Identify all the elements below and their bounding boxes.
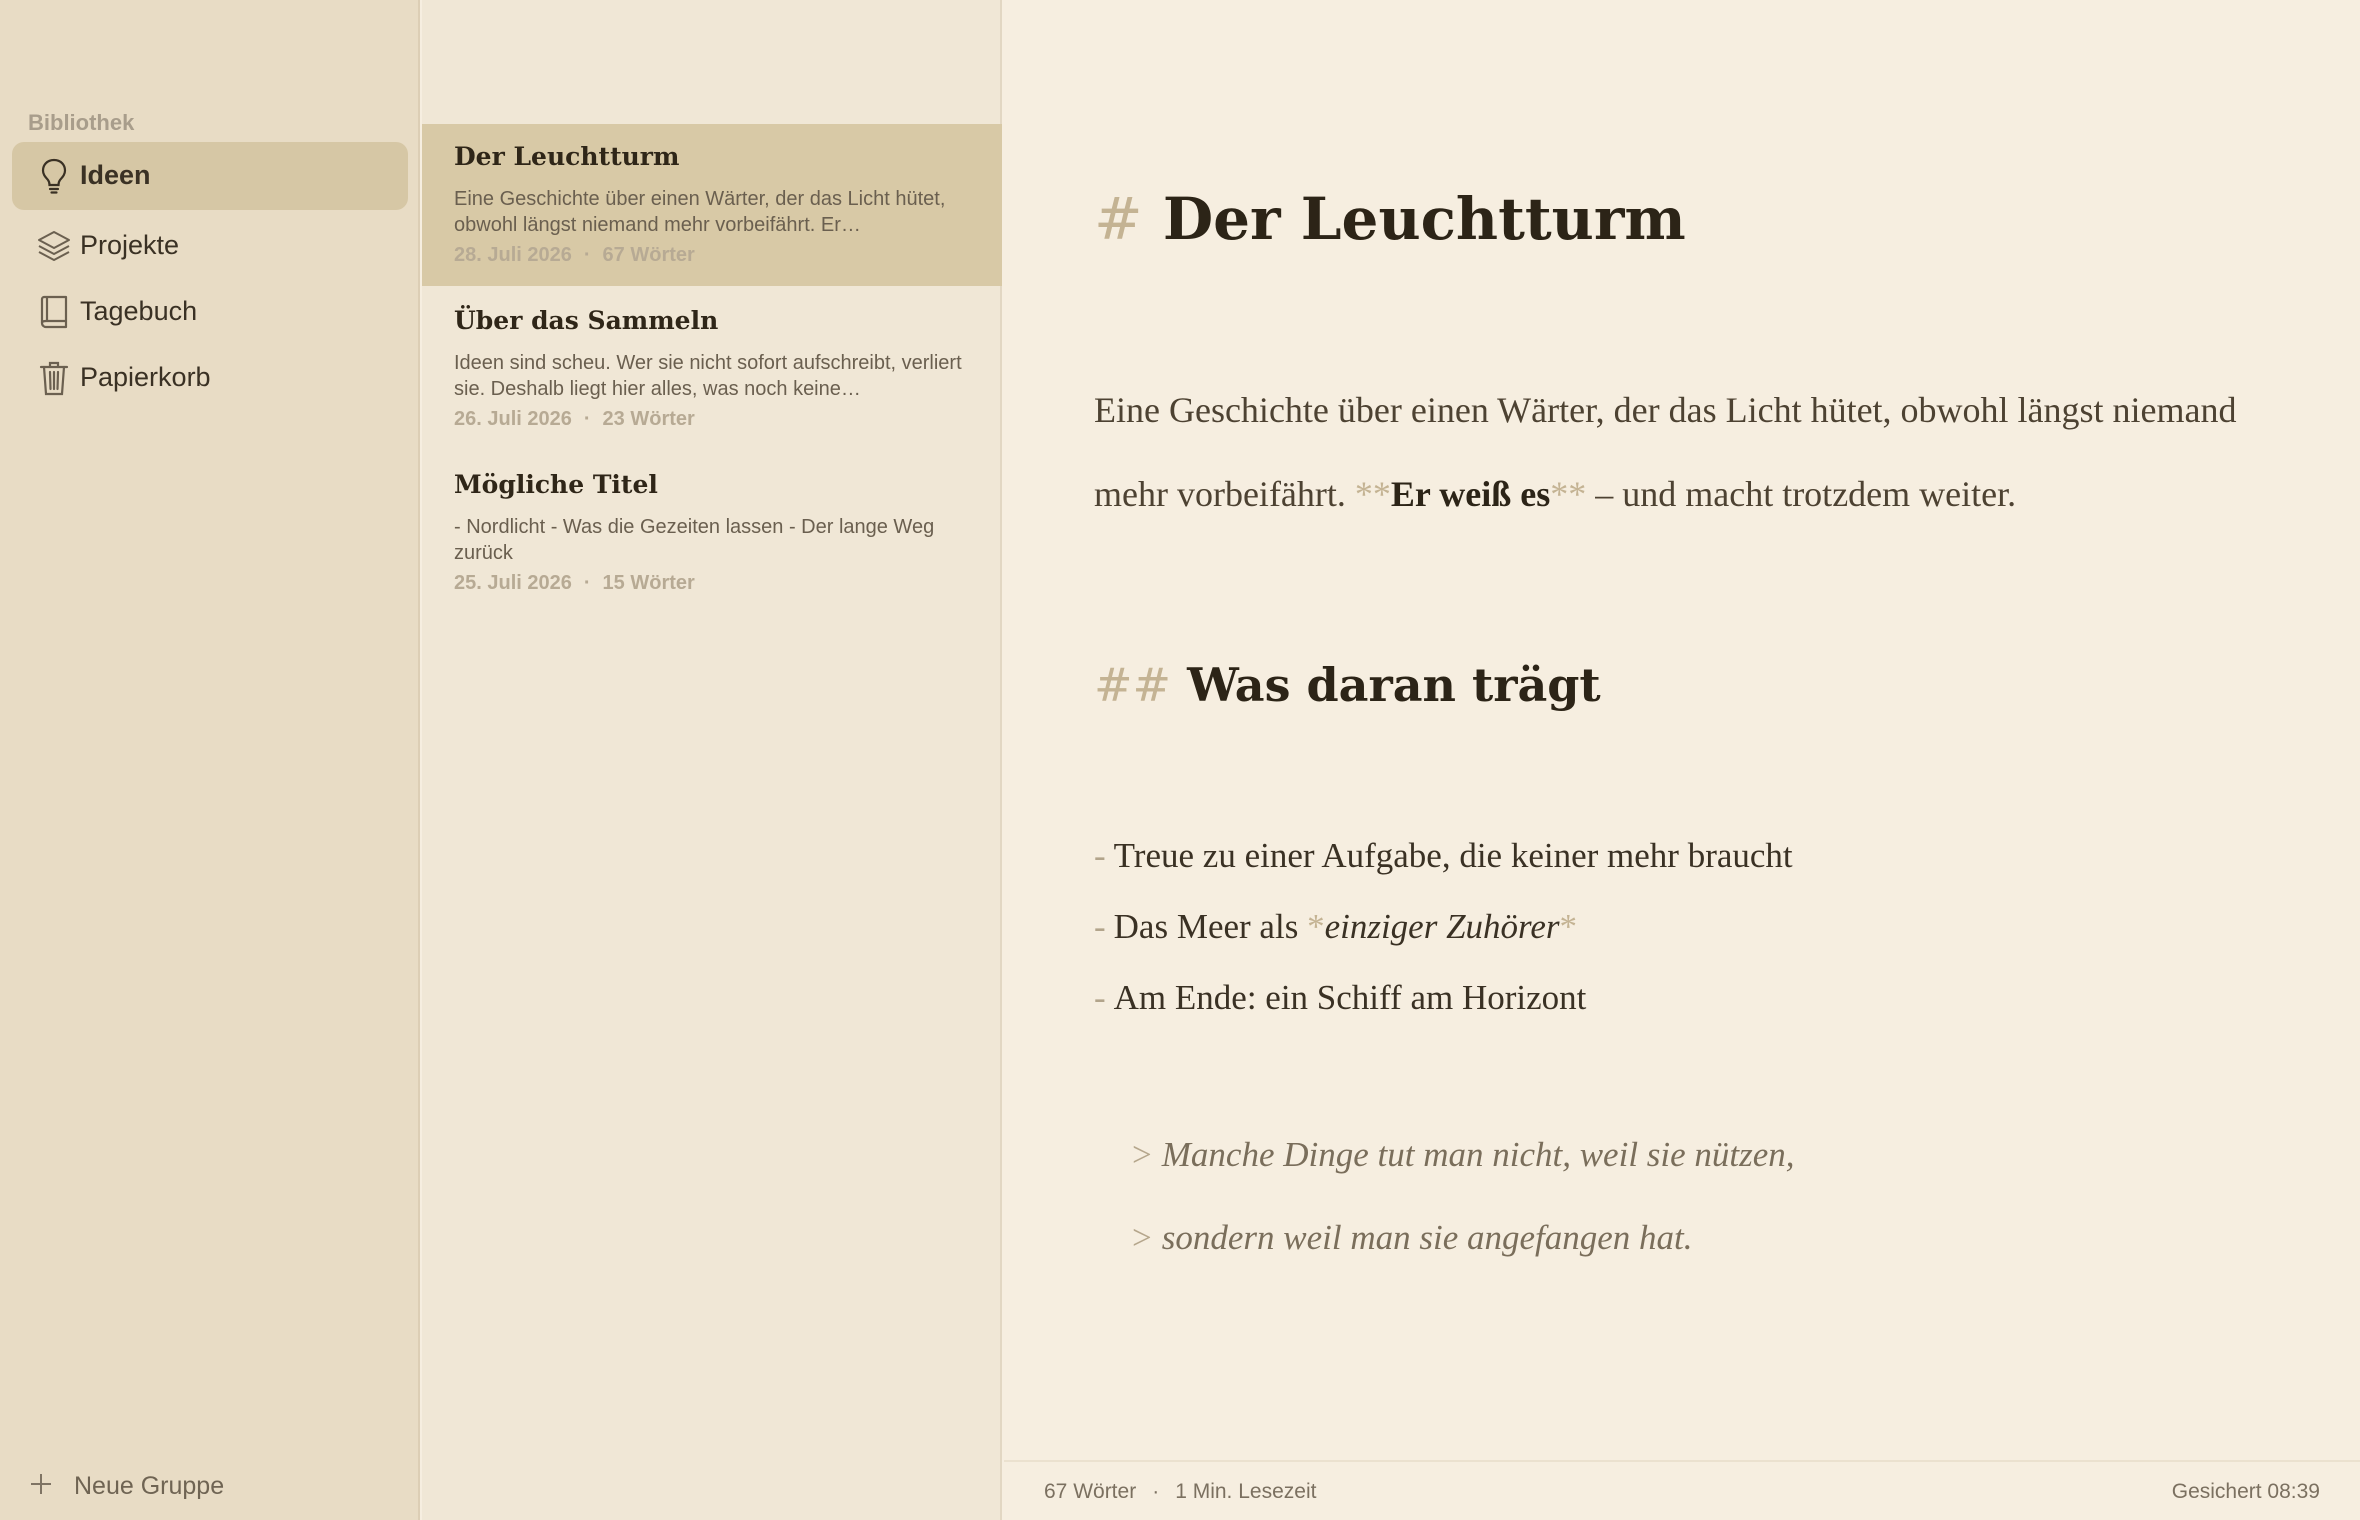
- note-title: Der Leuchtturm: [454, 142, 680, 171]
- note-date: 25. Juli 2026: [454, 572, 572, 594]
- list-item-text: Am Ende: ein Schiff am Horizont: [1113, 978, 1587, 1017]
- paragraph: [1094, 368, 2274, 536]
- note-list-item[interactable]: [422, 452, 1002, 614]
- markdown-marker: **: [1550, 474, 1587, 514]
- sidebar-item-ideen[interactable]: [12, 142, 408, 210]
- markdown-marker: #: [1094, 185, 1143, 253]
- note-preview: Eine Geschichte über einen Wärter, der das Licht hütet, obwohl längst niemand mehr vorbeifährt. Er…: [454, 188, 946, 236]
- sidebar-heading: Bibliothek: [28, 110, 135, 135]
- note-title: Mögliche Titel: [454, 470, 658, 499]
- paragraph-text: – und macht trotzdem weiter.: [1595, 474, 2017, 514]
- note-meta: [454, 572, 695, 595]
- sidebar: [0, 0, 420, 1520]
- markdown-marker: **: [1354, 474, 1391, 514]
- blockquote-line: [1132, 1218, 1693, 1258]
- note-list-item[interactable]: [422, 288, 1002, 450]
- markdown-marker: >: [1132, 1135, 1152, 1174]
- blockquote-line: [1132, 1135, 1795, 1175]
- note-meta: [454, 244, 695, 267]
- status-left: [1044, 1480, 1316, 1504]
- note-title: Über das Sammeln: [454, 306, 719, 335]
- lightbulb-icon: [34, 156, 74, 196]
- sidebar-item-label: Projekte: [80, 230, 180, 260]
- layers-icon: [34, 226, 74, 266]
- note-meta: [454, 408, 695, 431]
- italic-text: einziger Zuhörer: [1324, 907, 1560, 946]
- markdown-marker: -: [1094, 978, 1106, 1017]
- blockquote-text: sondern weil man sie angefangen hat.: [1161, 1218, 1693, 1257]
- plus-icon: [28, 1469, 62, 1503]
- list-item: [1094, 907, 1577, 947]
- status-separator: ·: [1152, 1480, 1160, 1503]
- note-date: 28. Juli 2026: [454, 244, 572, 266]
- markdown-marker: *: [1559, 907, 1578, 946]
- note-word-count: 15 Wörter: [602, 572, 695, 594]
- note-preview: Ideen sind scheu. Wer sie nicht sofort aufschreibt, verliert sie. Deshalb liegt hier alles, was noch keine…: [454, 352, 962, 400]
- markdown-marker: -: [1094, 836, 1106, 875]
- heading-1-text: Der Leuchtturm: [1162, 185, 1686, 253]
- sidebar-item-tagebuch[interactable]: [12, 278, 408, 346]
- markdown-marker: -: [1094, 907, 1106, 946]
- markdown-marker: >: [1132, 1218, 1152, 1257]
- note-word-count: 23 Wörter: [602, 408, 695, 430]
- editor[interactable]: [1004, 0, 2360, 1460]
- list-item: [1094, 978, 1586, 1018]
- note-word-count: 67 Wörter: [602, 244, 695, 266]
- bold-text: Er weiß es: [1390, 474, 1551, 514]
- heading-1: [1094, 185, 1686, 253]
- new-group-button[interactable]: [28, 1468, 224, 1504]
- status-reading-time: 1 Min. Lesezeit: [1175, 1480, 1317, 1503]
- meta-separator: ·: [583, 572, 591, 594]
- sidebar-item-label: Papierkorb: [80, 362, 211, 392]
- sidebar-item-label: Ideen: [80, 160, 151, 190]
- meta-separator: ·: [583, 408, 591, 430]
- sidebar-item-projekte[interactable]: [12, 212, 408, 280]
- list-item-text: Treue zu einer Aufgabe, die keiner mehr braucht: [1113, 836, 1793, 875]
- status-word-count: 67 Wörter: [1044, 1480, 1137, 1503]
- heading-2-text: Was daran trägt: [1187, 658, 1601, 712]
- heading-2: [1094, 658, 1601, 712]
- note-date: 26. Juli 2026: [454, 408, 572, 430]
- list-item: [1094, 836, 1793, 876]
- meta-separator: ·: [583, 244, 591, 266]
- new-group-label: Neue Gruppe: [74, 1471, 225, 1500]
- markdown-marker: *: [1307, 907, 1325, 946]
- markdown-marker: ##: [1094, 658, 1172, 712]
- status-bar: [1004, 1460, 2360, 1520]
- list-item-text: Das Meer als: [1113, 907, 1299, 946]
- note-preview: - Nordlicht - Was die Gezeiten lassen - Der lange Weg zurück: [454, 516, 935, 564]
- blockquote-text: Manche Dinge tut man nicht, weil sie nützen,: [1161, 1135, 1795, 1174]
- book-icon: [34, 292, 74, 332]
- sidebar-item-label: Tagebuch: [80, 296, 198, 326]
- note-list: [422, 0, 1002, 1520]
- sidebar-item-papierkorb[interactable]: [12, 344, 408, 412]
- paragraph-text: Eine Geschichte über einen Wärter, der das Licht hütet, obwohl längst niemand mehr vorbeifährt.: [1094, 390, 2237, 514]
- status-saved: Gesichert 08:39: [2171, 1480, 2320, 1503]
- trash-icon: [34, 358, 74, 398]
- note-list-item[interactable]: [422, 124, 1002, 286]
